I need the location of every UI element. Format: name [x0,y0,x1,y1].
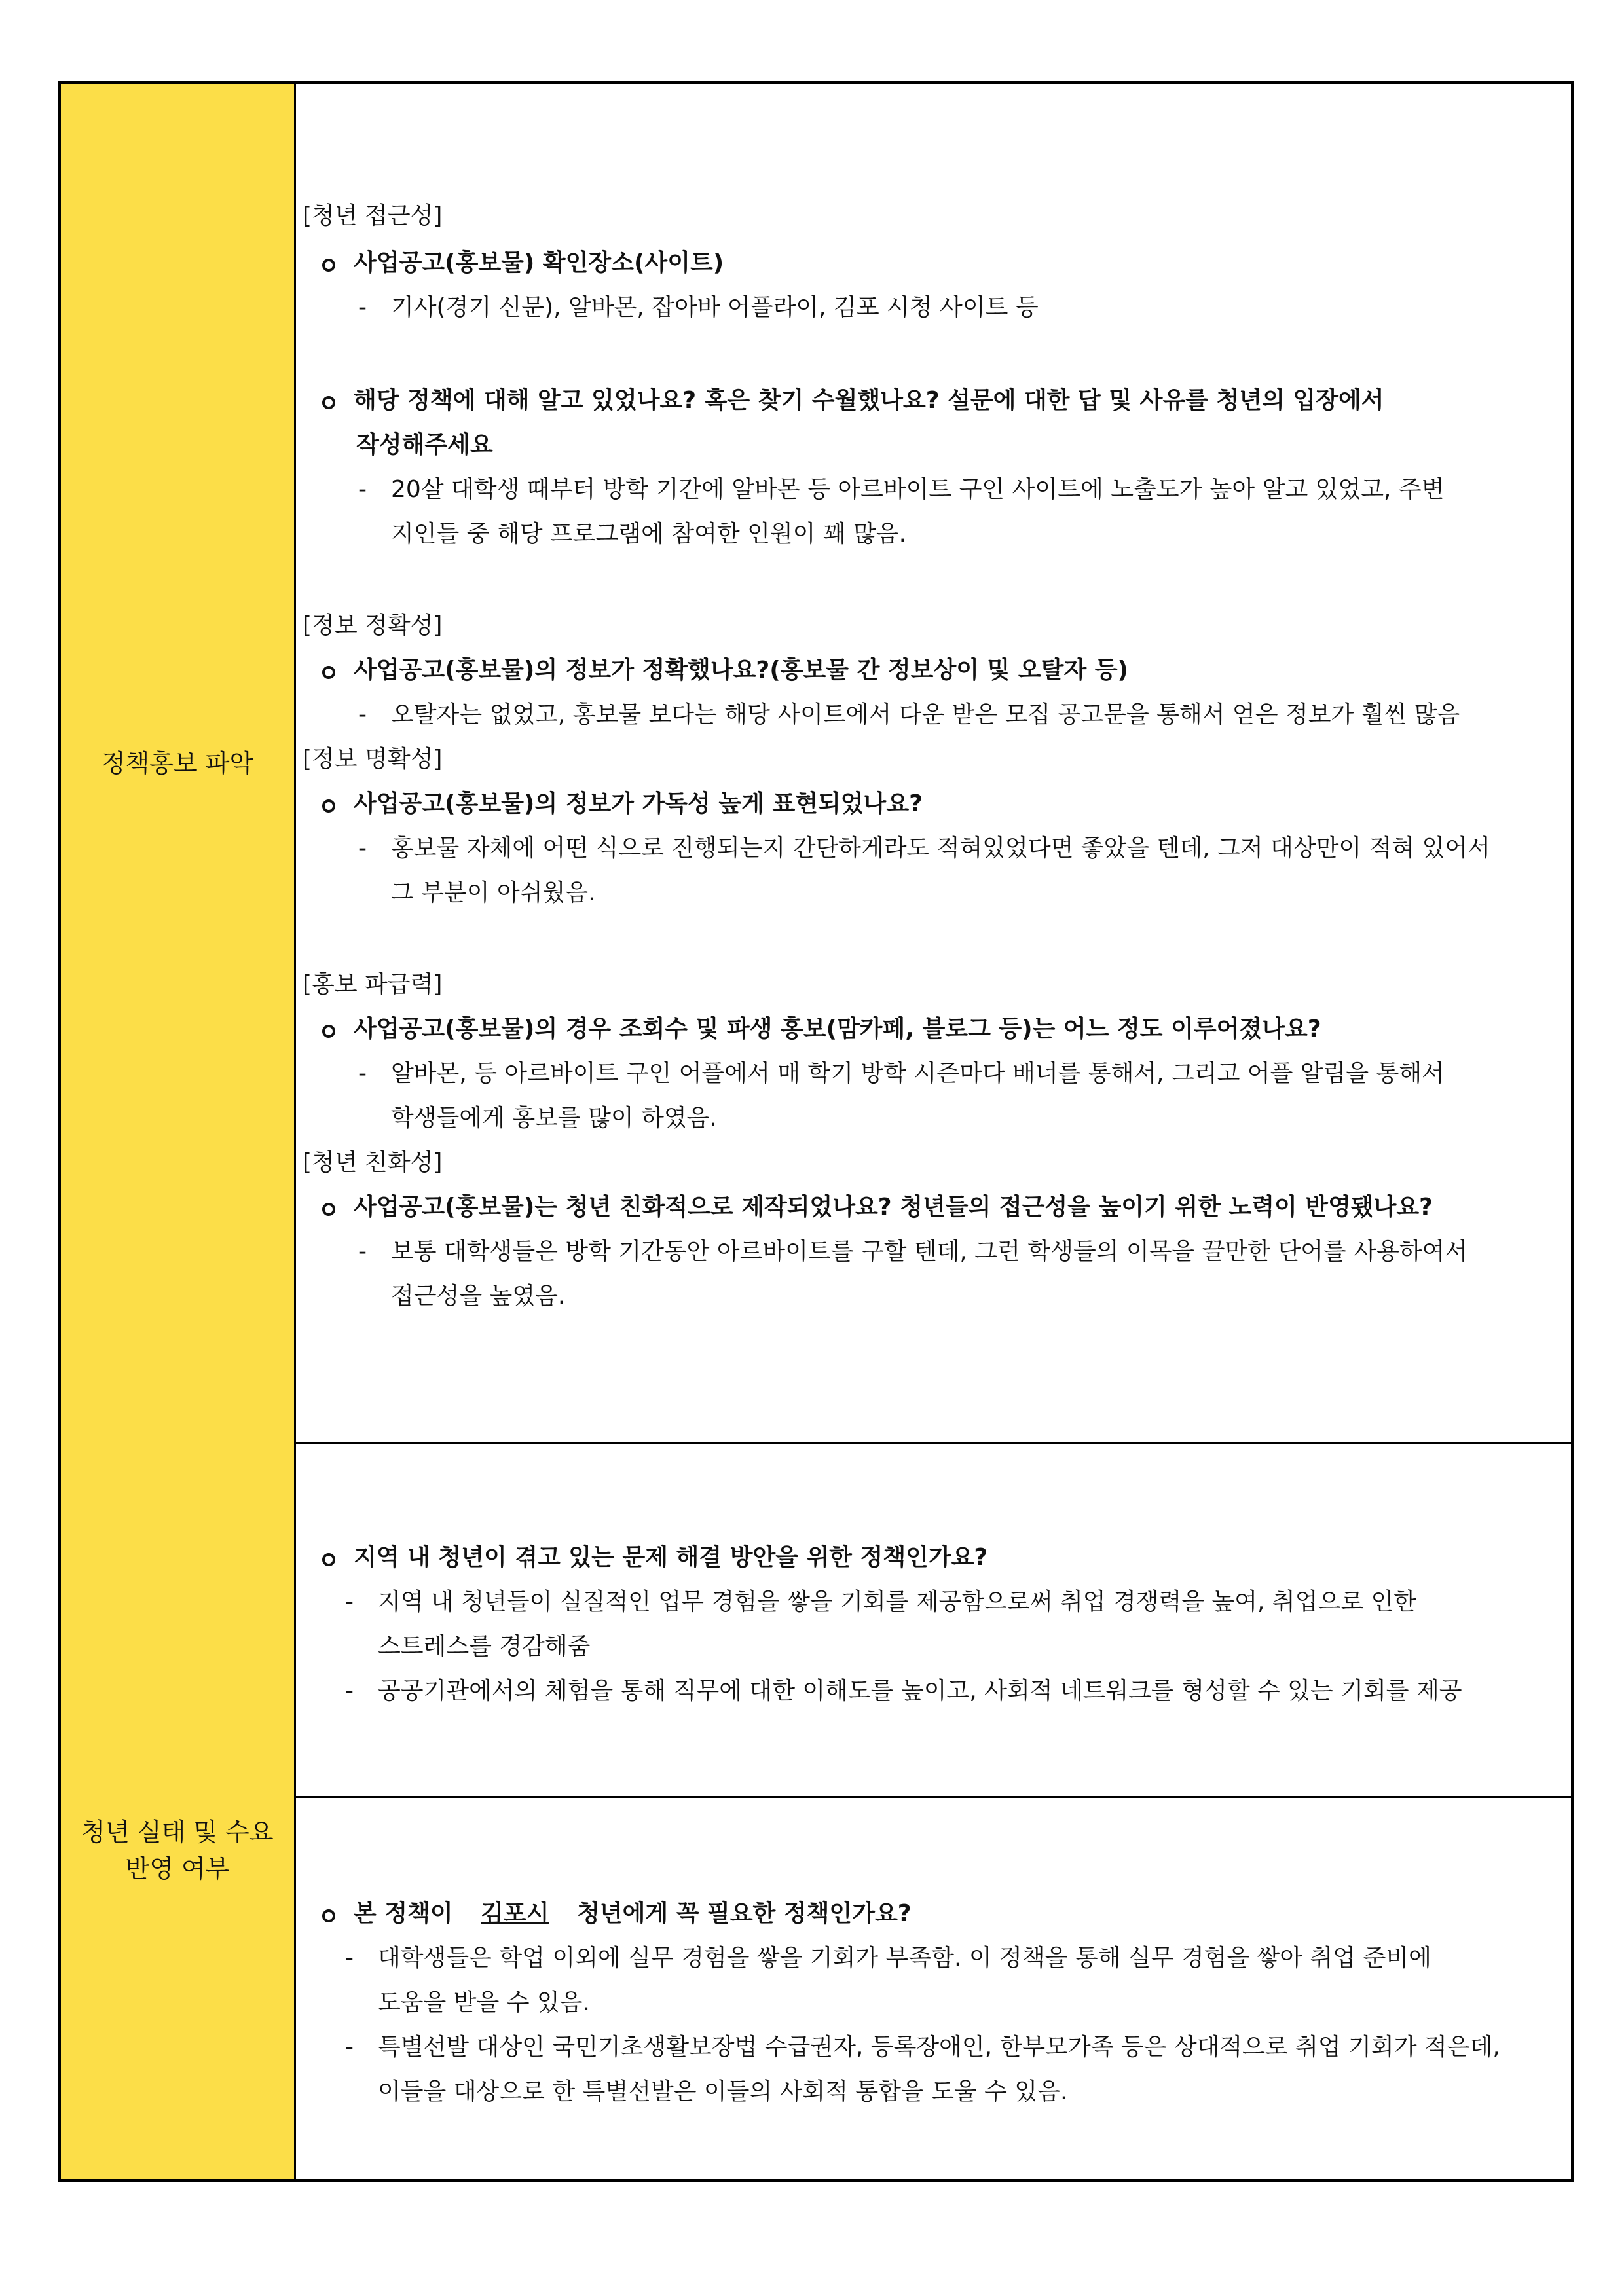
section-heading-info-accuracy: [정보 정확성] [303,612,443,639]
row-label-text-line2: 반영 여부 [125,1854,230,1883]
row-label-text: 정책홍보 파악 [101,748,254,778]
answer-text-continued: 스트레스를 경감해줌 [378,1633,591,1660]
answer-text: - 오탈자는 없었고, 홍보물 보다는 해당 사이트에서 다운 받은 모집 공고문을 통해서 얻은 정보가 훨씬 많음 [358,701,1460,728]
question-text: 사업공고(홍보물)의 경우 조회수 및 파생 홍보(맘카페, 블로그 등)는 어느 정도 이루어졌나요? [322,1015,1321,1044]
section-heading-info-clarity: [정보 명확성] [303,746,443,773]
circle-bullet-icon [322,1203,335,1216]
answer-text-continued: 도움을 받을 수 있음. [378,1989,590,2016]
answer-text: - 홍보물 자체에 어떤 식으로 진행되는지 간단하게라도 적혀있었다면 좋았을 텐데, 그저 대상만이 적혀 있어서 [358,835,1490,862]
city-blank: 김포시 [481,1900,549,1927]
section-heading-youth-friendliness: [청년 친화성] [303,1149,443,1176]
section-heading-promotion-reach: [홍보 파급력] [303,971,443,998]
answer-text: - 대학생들은 학업 이외에 실무 경험을 쌓을 기회가 부족함. 이 정책을 통해 실무 경험을 쌓아 취업 준비에 [345,1945,1431,1972]
circle-bullet-icon [322,1025,335,1038]
question-text: 사업공고(홍보물) 확인장소(사이트) [322,249,724,278]
answer-text: - 알바몬, 등 아르바이트 구인 어플에서 매 학기 방학 시즌마다 배너를 통해서, 그리고 어플 알림을 통해서 [358,1060,1445,1087]
question-text: 지역 내 청년이 겪고 있는 문제 해결 방안을 위한 정책인가요? [322,1543,987,1572]
answer-text: - 공공기관에서의 체험을 통해 직무에 대한 이해도를 높이고, 사회적 네트워크를 형성할 수 있는 기회를 제공 [345,1678,1462,1704]
row-label-policy-promotion [61,84,296,1442]
section-heading-youth-accessibility: [청년 접근성] [303,202,443,229]
answer-text: - 20살 대학생 때부터 방학 기간에 알바몬 등 아르바이트 구인 사이트에 노출도가 높아 알고 있었고, 주변 [358,476,1445,503]
answer-text-continued: 이들을 대상으로 한 특별선발은 이들의 사회적 통합을 도울 수 있음. [378,2078,1068,2105]
answer-text: - 지역 내 청년들이 실질적인 업무 경험을 쌓을 기회를 제공함으로써 취업 경쟁력을 높여, 취업으로 인한 [345,1588,1417,1615]
answer-text-continued: 지인들 중 해당 프로그램에 참여한 인원이 꽤 많음. [391,521,907,547]
cell-divider [296,1796,1571,1798]
row-label-youth-needs [61,1442,296,2179]
row-label-text-line1: 청년 실태 및 수요 [81,1817,274,1846]
question-text: 사업공고(홍보물)의 정보가 가독성 높게 표현되었나요? [322,790,923,818]
circle-bullet-icon [322,799,335,813]
answer-text-continued: 그 부분이 아쉬웠음. [391,879,596,906]
circle-bullet-icon [322,666,335,679]
row-content-policy-promotion [296,84,1571,1442]
circle-bullet-icon [322,1909,335,1922]
question-text: 본 정책이 김포시 청년에게 꼭 필요한 정책인가요? [322,1900,912,1928]
table-row-youth-needs [61,1442,1571,2179]
question-text: 사업공고(홍보물)는 청년 친화적으로 제작되었나요? 청년들의 접근성을 높이기 위한 노력이 반영됐나요? [322,1193,1433,1222]
answer-text-continued: 학생들에게 홍보를 많이 하였음. [391,1105,717,1131]
row-content-youth-needs [296,1442,1571,2179]
circle-bullet-icon [322,1553,335,1566]
answer-text-continued: 접근성을 높였음. [391,1283,566,1310]
question-text-continued: 작성해주세요 [356,431,493,458]
circle-bullet-icon [322,259,335,272]
answer-text: - 보통 대학생들은 방학 기간동안 아르바이트를 구할 텐데, 그런 학생들의 이목을 끌만한 단어를 사용하여서 [358,1238,1468,1265]
answer-text: - 기사(경기 신문), 알바몬, 잡아바 어플라이, 김포 시청 사이트 등 [358,294,1039,321]
circle-bullet-icon [322,396,335,409]
evaluation-table [58,81,1574,2182]
question-text: 사업공고(홍보물)의 정보가 정확했나요?(홍보물 간 정보상이 및 오탈자 등) [322,656,1128,685]
answer-text: - 특별선발 대상인 국민기초생활보장법 수급권자, 등록장애인, 한부모가족 등은 상대적으로 취업 기회가 적은데, [345,2034,1500,2061]
table-row-policy-promotion [61,84,1571,1444]
question-text: 해당 정책에 대해 알고 있었나요? 혹은 찾기 수월했나요? 설문에 대한 답 및 사유를 청년의 입장에서 [322,386,1384,415]
